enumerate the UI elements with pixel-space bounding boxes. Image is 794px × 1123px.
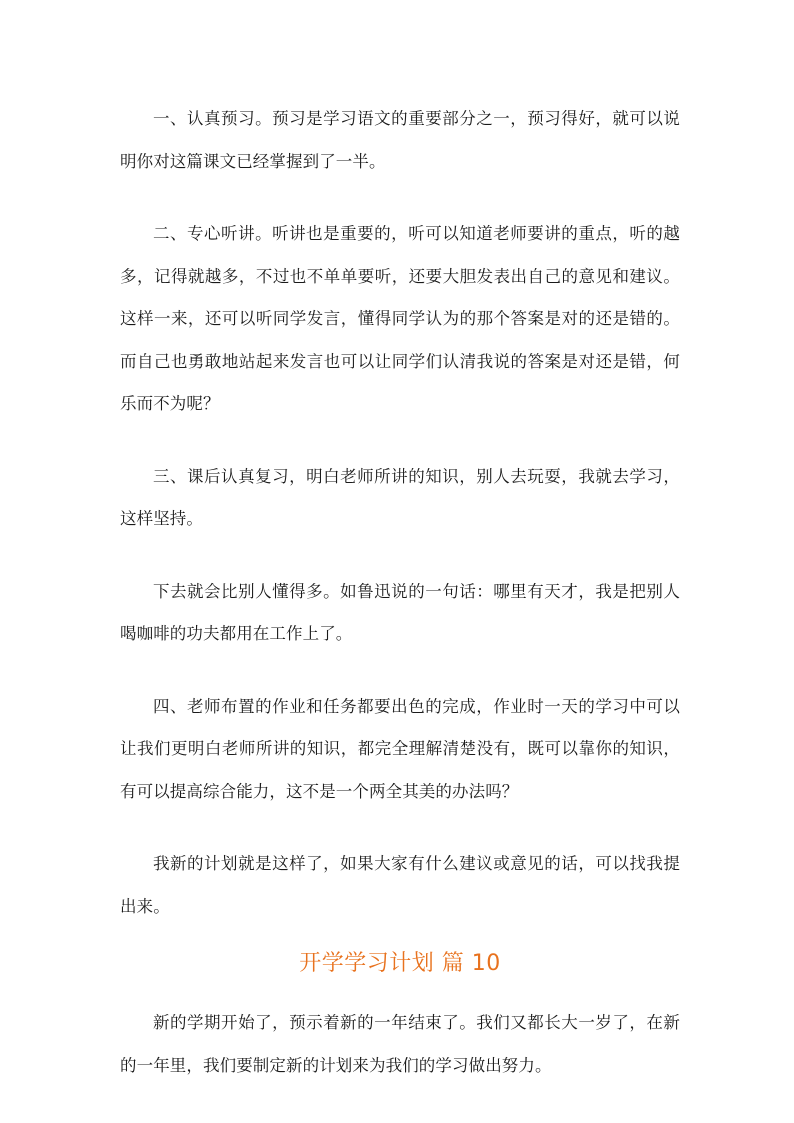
paragraph-spacer [120, 656, 680, 686]
section-heading: 开学学习计划 篇 10 [299, 951, 501, 976]
paragraph-homework: 四、老师布置的作业和任务都要出色的完成，作业时一天的学习中可以让我们更明白老师所讲的知识，都完全理解清楚没有，既可以靠你的知识，有可以提高综合能力，这不是一个两全其美的办法吗？ [120, 696, 680, 801]
paragraph-spacer [120, 183, 680, 213]
paragraph-closing: 我新的计划就是这样了，如果大家有什么建议或意见的话，可以找我提出来。 [120, 854, 680, 916]
paragraph-review: 三、课后认真复习，明白老师所讲的知识，别人去玩耍，我就去学习，这样坚持。 [120, 466, 680, 528]
paragraph-spacer [120, 928, 680, 942]
paragraph-lu-xun-quote: 下去就会比别人懂得多。如鲁迅说的一句话：哪里有天才，我是把别人喝咖啡的功夫都用在工作上了。 [120, 581, 680, 643]
paragraph-spacer [120, 541, 680, 571]
paragraph-spacer [120, 813, 680, 843]
paragraph-new-semester: 新的学期开始了，预示着新的一年结束了。我们又都长大一岁了，在新的一年里，我们要制定新的计划来为我们的学习做出努力。 [120, 1013, 680, 1075]
document-body [120, 98, 680, 1087]
paragraph-spacer [120, 986, 680, 1002]
paragraph-preview: 一、认真预习。预习是学习语文的重要部分之一，预习得好，就可以说明你对这篇课文已经掌握到了一半。 [120, 109, 680, 171]
paragraph-listening: 二、专心听讲。听讲也是重要的，听可以知道老师要讲的重点，听的越多，记得就越多，不过也不单单要听，还要大胆发表出自己的意见和建议。这样一来，还可以听同学发言，懂得同学认为的那个答案是对的还是错的。而自己也勇敢地站起来发言也可以让同学们认清我说的答案是对还是错，何乐而不为呢？ [120, 224, 680, 413]
paragraph-spacer [120, 426, 680, 456]
